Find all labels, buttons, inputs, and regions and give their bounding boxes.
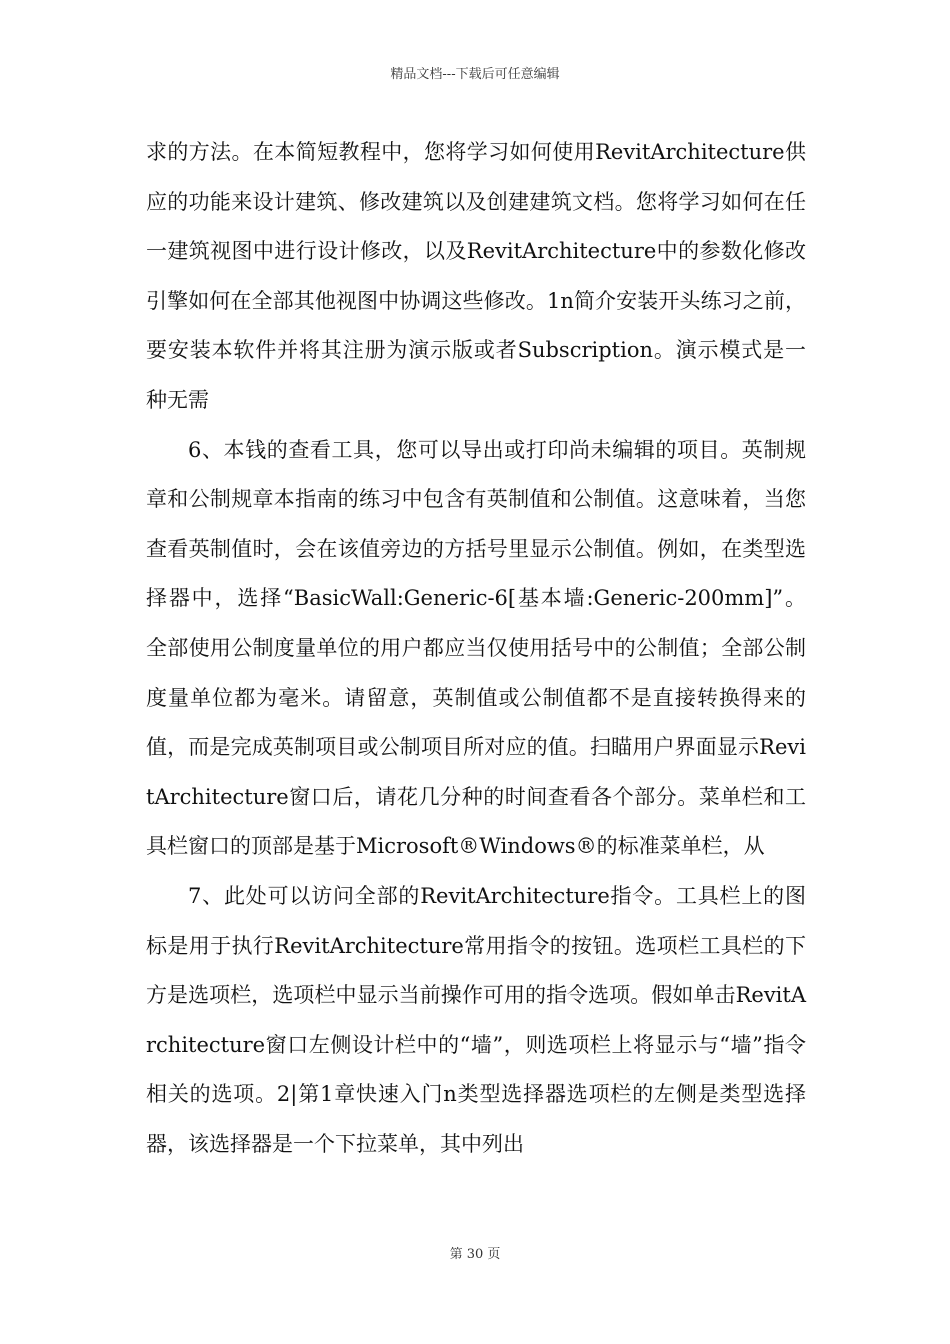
paragraph-1: 求的方法。在本简短教程中，您将学习如何使用RevitArchitecture供应的功能来设计建筑、修改建筑以及创建建筑文档。您将学习如何在任一建筑视图中进行设计修改，以及RevitArchitecture中的参数化修改引擎如何在全部其他视图中协调这些修改。1n简介安装开头练习之前，要安装本软件并将其注册为演示版或者Subscription。演示模式是一种无需 <box>146 140 806 412</box>
document-body <box>146 128 806 1169</box>
paragraph-3: 7、此处可以访问全部的RevitArchitecture指令。工具栏上的图标是用于执行RevitArchitecture常用指令的按钮。选项栏工具栏的下方是选项栏，选项栏中显示当前操作可用的指令选项。假如单击RevitArchitecture窗口左侧设计栏中的“墙”，则选项栏上将显示与“墙”指令相关的选项。2|第1章快速入门n类型选择器选项栏的左侧是类型选择器，该选择器是一个下拉菜单，其中列出 <box>146 883 806 1156</box>
page-number: 第 30 页 <box>449 1247 501 1262</box>
page-header: 精品文档---下载后可任意编辑 <box>390 67 560 82</box>
paragraph-2: 6、本钱的查看工具，您可以导出或打印尚未编辑的项目。英制规章和公制规章本指南的练习中包含有英制值和公制值。这意味着，当您查看英制值时，会在该值旁边的方括号里显示公制值。例如，在类型选择器中，选择“BasicWall:Generic-6[基本墙:Generic-200mm]”。全部使用公制度量单位的用户都应当仅使用括号中的公制值；全部公制度量单位都为毫米。请留意，英制值或公制值都不是直接转换得来的值，而是完成英制项目或公制项目所对应的值。扫瞄用户界面显示RevitArchitecture窗口后，请花几分种的时间查看各个部分。菜单栏和工具栏窗口的顶部是基于Microsoft®Windows®的标准菜单栏，从 <box>146 437 806 859</box>
